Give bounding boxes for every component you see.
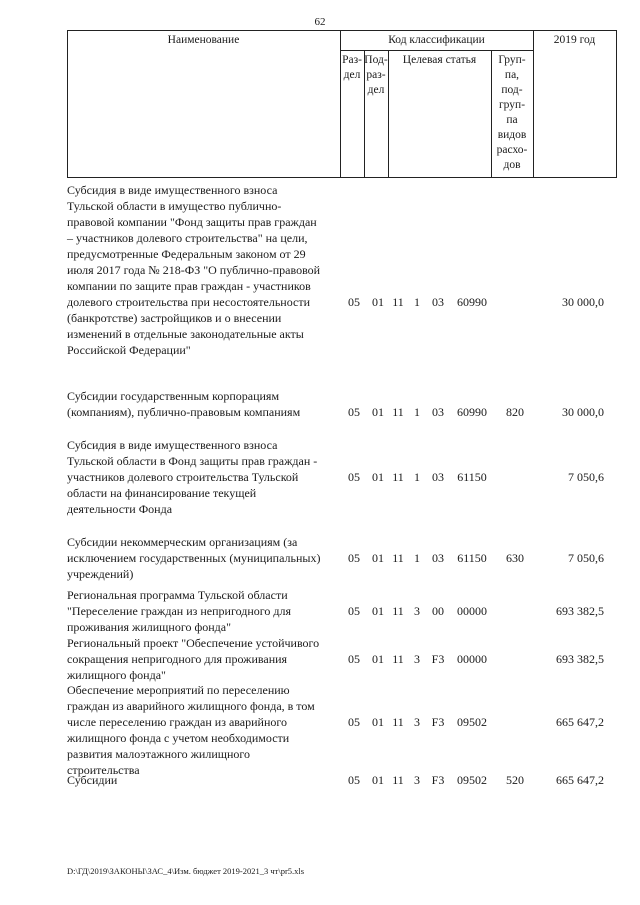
header-name: Наименование: [167, 34, 240, 46]
row-name-line: изменений в отдельные законодательные акты: [67, 327, 304, 341]
row-name-line: Обеспечение мероприятий по переселению: [67, 683, 290, 697]
razdel-code: 05: [348, 405, 360, 419]
amount: 30 000,0: [562, 405, 604, 419]
row-name-line: Субсидия в виде имущественного взноса: [67, 183, 278, 197]
file-path-footer: D:\ГД\2019\ЗАКОНЫ\ЗАС_4\Изм. бюджет 2019-2021_3 чт\pr5.xls: [67, 866, 305, 876]
header-podrazdel: [364, 53, 388, 98]
razdel-code: 05: [348, 295, 360, 309]
podrazdel-code: 01: [372, 470, 384, 484]
target-code-part: 00: [432, 604, 444, 618]
row-name-line: Субсидия в виде имущественного взноса: [67, 438, 278, 452]
row-name-line: Российской Федерации": [67, 343, 191, 357]
target-code-part: 03: [432, 551, 444, 565]
row-name-line: жилищного фонда с учетом необходимости: [67, 731, 290, 745]
target-code-part: 11: [392, 470, 404, 484]
header-bottom-line: [67, 177, 617, 178]
row-name-line: учреждений): [67, 567, 134, 581]
vid-code: 630: [506, 551, 524, 565]
row-name-line: жилищного фонда": [67, 668, 166, 682]
table-header: [67, 30, 617, 178]
row-name-line: граждан из аварийного жилищного фонда, в том: [67, 699, 315, 713]
header-razdel: [340, 53, 364, 83]
amount: 30 000,0: [562, 295, 604, 309]
target-code-part: 11: [392, 652, 404, 666]
target-code-part: F3: [431, 715, 445, 729]
row-name-line: "Переселение граждан из непригодного для: [67, 604, 291, 618]
target-code-part: 03: [432, 470, 444, 484]
target-code-part: 1: [414, 295, 420, 309]
header-razdel-line: Раз-: [342, 54, 362, 66]
row-name: [67, 182, 342, 358]
row-name-line: июля 2017 года № 218-ФЗ "О публично-правовой: [67, 263, 321, 277]
code-year-divider: [533, 30, 534, 178]
target-code-part: 3: [414, 652, 420, 666]
row-name-line: развития малоэтажного жилищного: [67, 747, 251, 761]
target-code-part: 00000: [457, 604, 487, 618]
target-code-part: F3: [431, 652, 445, 666]
razdel-code: 05: [348, 551, 360, 565]
header-razdel-line: дел: [343, 69, 361, 81]
target-code-part: 61150: [457, 470, 487, 484]
target-code-part: 61150: [457, 551, 487, 565]
header-vid-line: под-: [501, 84, 523, 96]
row-name-line: области на финансирование текущей: [67, 486, 257, 500]
target-code-part: 09502: [457, 715, 487, 729]
target-code-part: 11: [392, 773, 404, 787]
amount: 665 647,2: [556, 773, 604, 787]
amount: 7 050,6: [568, 551, 604, 565]
row-name: [67, 587, 342, 635]
row-name-line: компании по защите прав граждан - участников: [67, 279, 311, 293]
razdel-code: 05: [348, 773, 360, 787]
page-number: 62: [314, 16, 326, 28]
row-name-line: долевого строительства при несостоятельности: [67, 295, 311, 309]
row-name: [67, 772, 342, 788]
amount: 693 382,5: [556, 604, 604, 618]
amount: 7 050,6: [568, 470, 604, 484]
header-vid-line: па,: [504, 69, 520, 81]
target-code-part: 03: [432, 405, 444, 419]
row-name: [67, 388, 342, 420]
row-name-line: Тульской области в Фонд защиты прав граждан -: [67, 454, 318, 468]
header-vid-line: Груп-: [498, 54, 526, 66]
target-code-part: 60990: [457, 295, 487, 309]
header-vid: [491, 53, 533, 173]
target-code-part: 3: [414, 773, 420, 787]
header-code: Код классификации: [388, 34, 485, 46]
header-vid-line: видов: [497, 129, 527, 141]
vid-code: 520: [506, 773, 524, 787]
row-name-line: участников долевого строительства Тульской: [67, 470, 299, 484]
header-right-line: [616, 30, 617, 178]
row-name-line: Субсидии: [67, 773, 118, 787]
target-code-part: 00000: [457, 652, 487, 666]
vid-code: 820: [506, 405, 524, 419]
target-code-part: 1: [414, 551, 420, 565]
target-code-part: 11: [392, 715, 404, 729]
podrazdel-code: 01: [372, 773, 384, 787]
amount: 693 382,5: [556, 652, 604, 666]
target-code-part: 3: [414, 715, 420, 729]
row-name-line: Региональная программа Тульской области: [67, 588, 288, 602]
razdel-code: 05: [348, 652, 360, 666]
target-code-part: 1: [414, 405, 420, 419]
row-name-line: проживания жилищного фонда": [67, 620, 231, 634]
podrazdel-code: 01: [372, 604, 384, 618]
podrazdel-code: 01: [372, 295, 384, 309]
row-name-line: строительства: [67, 763, 140, 777]
row-name-line: сокращения непригодного для проживания: [67, 652, 288, 666]
target-code-part: 09502: [457, 773, 487, 787]
row-name-line: числе переселению граждан из аварийного: [67, 715, 287, 729]
header-vid-line: па: [506, 114, 518, 126]
razdel-code: 05: [348, 604, 360, 618]
target-code-part: 11: [392, 604, 404, 618]
header-podrazdel-line: Под-: [364, 54, 388, 66]
podrazdel-divider: [388, 50, 389, 178]
row-name-line: Субсидии государственным корпорациям: [67, 389, 280, 403]
row-name-line: Субсидии некоммерческим организациям (за: [67, 535, 298, 549]
header-podrazdel-line: дел: [367, 84, 385, 96]
target-code-part: 11: [392, 295, 404, 309]
row-name-line: – участников долевого строительства" на цели,: [67, 231, 308, 245]
row-name-line: Тульской области в имущество публично-: [67, 199, 282, 213]
row-name: [67, 534, 342, 582]
target-code-part: 03: [432, 295, 444, 309]
header-vid-line: груп-: [498, 99, 526, 111]
row-name-line: предусмотренные Федеральным законом от 29: [67, 247, 306, 261]
header-vid-line: дов: [503, 159, 521, 171]
target-code-part: 11: [392, 551, 404, 565]
podrazdel-code: 01: [372, 652, 384, 666]
header-vid-line: расхо-: [496, 144, 528, 156]
row-name-line: Региональный проект "Обеспечение устойчивого: [67, 636, 320, 650]
podrazdel-code: 01: [372, 715, 384, 729]
header-podrazdel-line: раз-: [366, 69, 386, 81]
row-name-line: (банкротстве) застройщиков и о внесении: [67, 311, 282, 325]
target-code-part: 60990: [457, 405, 487, 419]
row-name: [67, 682, 342, 778]
row-name: [67, 437, 342, 517]
razdel-code: 05: [348, 715, 360, 729]
row-name-line: (компаниям), публично-правовым компаниям: [67, 405, 301, 419]
header-top-line: [67, 30, 617, 31]
row-name: [67, 635, 342, 683]
code-subheader-line: [340, 50, 533, 51]
header-year: 2019 год: [553, 34, 596, 46]
podrazdel-code: 01: [372, 551, 384, 565]
row-name-line: исключением государственных (муниципальных): [67, 551, 321, 565]
podrazdel-code: 01: [372, 405, 384, 419]
row-name-line: деятельности Фонда: [67, 502, 173, 516]
target-code-part: 3: [414, 604, 420, 618]
header-left-line: [67, 30, 68, 178]
amount: 665 647,2: [556, 715, 604, 729]
target-code-part: F3: [431, 773, 445, 787]
target-code-part: 1: [414, 470, 420, 484]
row-name-line: правовой компании "Фонд защиты прав граждан: [67, 215, 317, 229]
razdel-code: 05: [348, 470, 360, 484]
header-target: Целевая статья: [402, 54, 477, 66]
target-code-part: 11: [392, 405, 404, 419]
